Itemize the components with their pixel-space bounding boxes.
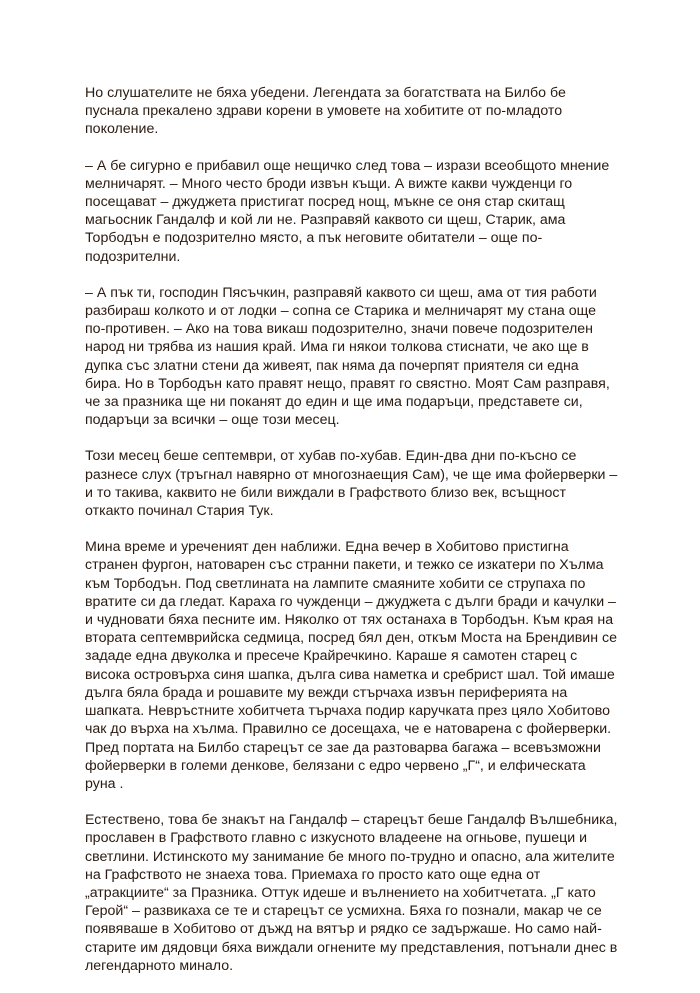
paragraph-3: – А пък ти, господин Пясъчкин, разправяй каквото си щеш, ама от тия работи разбираш колкото и от лодки – сопна се Старика и мелничарят му стана още по-противен. – Ако на това викаш подозрително, значи повече подозрителен народ ни трябва из нашия край. Има ги някои толкова стиснати, че ако ще в дупка със златни стени да живеят, пак няма да почерпят приятеля си една бира. Но в Торбодън като правят нещо, правят го свястно. Моят Сам разправя, че за празника ще ни поканят до един и ще има подаръци, представете си, подаръци за всички – още този месец. <box>85 284 610 429</box>
paragraph-2: – А бе сигурно е прибавил още нещичко след това – изрази всеобщото мнение мелничарят. – Много често броди извън къщи. А вижте какви чужденци го посещават – джуджета пристигат посред нощ, мъкне се оня стар скитащ магьосник Гандалф и кой ли не. Разправяй каквото си щеш, Старик, ама Торбодън е подозрително място, а пък неговите обитатели – още по- подозрителни. <box>85 157 610 265</box>
paragraph-1: Но слушателите не бяха убедени. Легендата за богатствата на Билбо бе пуснала прекалено здрави корени в умовете на хобитите от по-младото поколение. <box>85 85 566 138</box>
paragraph-4: Този месец беше септември, от хубав по-хубав. Един-два дни по-късно се разнесе слух (тръгнал навярно от многознаещия Сам), че ще има фойерверки – и то такива, каквито не били виждали в Графството близо век, всъщност откакто починал Стария Тук. <box>85 448 618 520</box>
paragraph-6: Естествено, това бе знакът на Гандалф – старецът беше Гандалф Вълшебника, прославен в Графството главно с изкусното владеене на огньове, пушеци и светлини. Истинското му занимание бе много по-трудно и опасно, ала жителите на Графството не знаеха това. Приемаха го просто като още една от „атракциите“ за Празника. Оттук идеше и вълнението на хобитчетата. „Г като Герой“ – развикаха се те и старецът се усмихна. Бяха го познали, макар че се появяваше в Хобитово от дъжд на вятър и рядко се задържаше. Но само най- старите им дядовци бяха виждали огнените му представления, потънали днес в легендарното минало. <box>85 812 618 974</box>
document-body <box>85 84 625 993</box>
paragraph-5: Мина време и уреченият ден наближи. Една вечер в Хобитово пристигна странен фургон, натоварен със странни пакети, и тежко се изкатери по Хълма към Торбодън. Под светлината на лампите смаяните хобити се струпаха по вратите си да гледат. Караха го чужденци – джуджета с дълги бради и качулки – и чудновати бяха песните им. Няколко от тях останаха в Торбодън. Към края на втората септемврийска седмица, посред бял ден, откъм Моста на Брендивин се зададе една двуколка и пресече Крайречкино. Караше я самотен старец с висока островърха синя шапка, дълга сива наметка и сребрист шал. Той имаше дълга бяла брада и рошавите му вежди стърчаха извън периферията на шапката. Невръстните хобитчета търчаха подир каручката през цяло Хобитово чак до върха на хълма. Правилно се досещаха, че е натоварена с фойерверки. Пред портата на Билбо старецът се зае да разтоварва багажа – всевъзможни фойерверки в големи денкове, белязани с едро червено „Г“, и елфическата руна . <box>85 539 617 792</box>
